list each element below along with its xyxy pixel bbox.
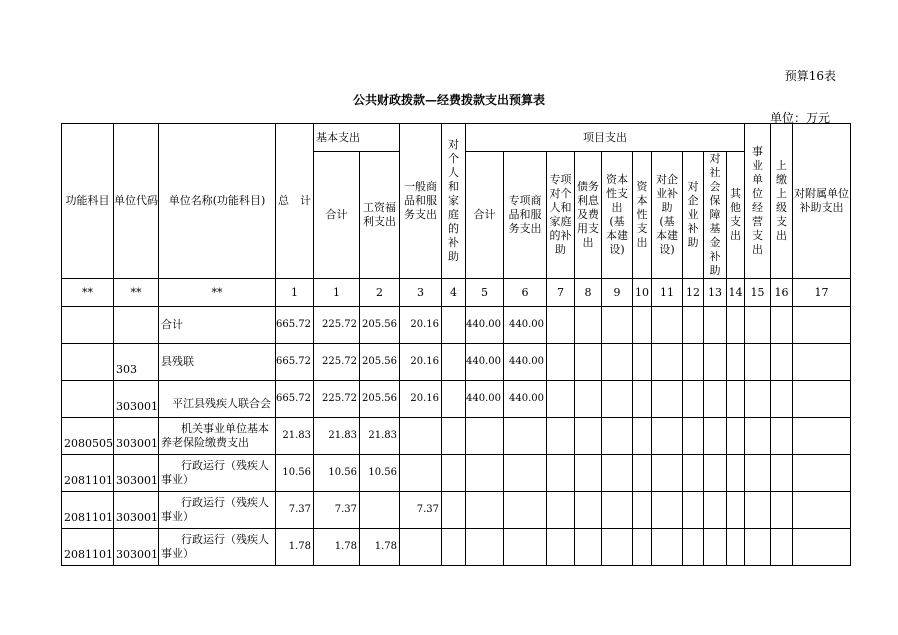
empty-cell [652, 307, 683, 344]
empty-cell [575, 492, 602, 529]
wage-cell: 10.56 [360, 455, 400, 492]
empty-cell [547, 455, 575, 492]
proj-total-cell: 440.00 [466, 307, 504, 344]
empty-cell [727, 455, 745, 492]
empty-cell [602, 529, 633, 566]
empty-cell [771, 344, 793, 381]
empty-cell [575, 344, 602, 381]
basic-total-cell: 225.72 [314, 307, 360, 344]
unit-name-cell [159, 418, 276, 455]
header-unit-code: 单位代码 [114, 124, 159, 279]
unit-code-cell: 303001 [114, 455, 159, 492]
special-goods-cell: 440.00 [504, 381, 547, 418]
special-goods-cell [504, 418, 547, 455]
header-debt: 债务利息及费用支出 [575, 152, 602, 279]
basic-total-cell: 225.72 [314, 381, 360, 418]
index-cell: 13 [704, 279, 727, 307]
general-goods-cell: 20.16 [400, 307, 442, 344]
special-goods-cell [504, 455, 547, 492]
header-wage: 工资福利支出 [360, 152, 400, 279]
empty-cell [602, 307, 633, 344]
empty-cell [745, 455, 771, 492]
empty-cell [771, 492, 793, 529]
header-basic-total: 合计 [314, 152, 360, 279]
header-unit-name: 单位名称(功能科目) [159, 124, 276, 279]
unit-name-line2: 事业） [161, 547, 194, 560]
index-cell: 12 [683, 279, 704, 307]
total-cell: 665.72 [276, 381, 314, 418]
unit-label: 单位：万元 [769, 111, 830, 125]
empty-cell [602, 344, 633, 381]
budget-table [61, 123, 851, 566]
general-goods-cell [400, 418, 442, 455]
proj-total-cell [466, 418, 504, 455]
general-goods-cell [400, 455, 442, 492]
empty-cell [633, 529, 652, 566]
header-enterprise: 对企业补助 [683, 152, 704, 279]
empty-cell [793, 381, 851, 418]
empty-cell [633, 492, 652, 529]
empty-cell [727, 492, 745, 529]
header-social: 对社会保障基金补助 [704, 152, 727, 279]
proj-total-cell: 440.00 [466, 381, 504, 418]
empty-cell [633, 455, 652, 492]
empty-cell [745, 529, 771, 566]
personal-cell [442, 381, 466, 418]
header-subsidiary: 对附属单位补助支出 [793, 124, 851, 279]
func-code-cell [62, 381, 114, 418]
index-cell: ** [62, 279, 114, 307]
empty-cell [704, 455, 727, 492]
unit-code-cell [114, 307, 159, 344]
empty-cell [683, 344, 704, 381]
special-goods-cell: 440.00 [504, 307, 547, 344]
unit-code-cell: 303001 [114, 381, 159, 418]
index-cell: 7 [547, 279, 575, 307]
unit-code-cell: 303001 [114, 529, 159, 566]
general-goods-cell: 7.37 [400, 492, 442, 529]
empty-cell [704, 307, 727, 344]
index-cell: 6 [504, 279, 547, 307]
personal-cell [442, 344, 466, 381]
empty-cell [704, 529, 727, 566]
general-goods-cell [400, 529, 442, 566]
index-cell: 14 [727, 279, 745, 307]
form-number: 预算16表 [784, 69, 836, 83]
index-cell: 9 [602, 279, 633, 307]
total-cell: 665.72 [276, 307, 314, 344]
basic-total-cell: 10.56 [314, 455, 360, 492]
empty-cell [745, 307, 771, 344]
empty-cell [793, 344, 851, 381]
index-cell: 5 [466, 279, 504, 307]
empty-cell [771, 418, 793, 455]
empty-cell [575, 529, 602, 566]
empty-cell [547, 529, 575, 566]
func-code-cell: 2081101 [62, 455, 114, 492]
proj-total-cell [466, 492, 504, 529]
empty-cell [602, 381, 633, 418]
unit-name-text: 合计 [161, 318, 183, 331]
unit-name-cell [159, 529, 276, 566]
unit-name-text: 县残联 [161, 355, 194, 368]
header-total: 总 计 [276, 124, 314, 279]
page-title: 公共财政拨款—经费拨款支出预算表 [352, 93, 545, 107]
wage-cell: 205.56 [360, 307, 400, 344]
index-cell: ** [114, 279, 159, 307]
empty-cell [704, 344, 727, 381]
empty-cell [771, 455, 793, 492]
header-special-personal: 专项对个人和家庭的补助 [547, 152, 575, 279]
unit-name-cell [159, 492, 276, 529]
index-cell: 3 [400, 279, 442, 307]
table-row [62, 418, 851, 455]
header-personal: 对个人和家庭的补助 [442, 124, 466, 279]
unit-code-cell: 303001 [114, 418, 159, 455]
empty-cell [793, 418, 851, 455]
total-cell: 1.78 [276, 529, 314, 566]
unit-name-cell [159, 381, 276, 418]
unit-name-line1: 行政运行（残疾人 [181, 533, 269, 546]
personal-cell [442, 529, 466, 566]
func-code-cell: 2081101 [62, 529, 114, 566]
proj-total-cell [466, 529, 504, 566]
header-basic: 基本支出 [314, 124, 400, 152]
empty-cell [683, 381, 704, 418]
empty-cell [547, 418, 575, 455]
header-func-subject: 功能科目 [62, 124, 114, 279]
total-cell: 21.83 [276, 418, 314, 455]
header-biz-unit: 事业单位经营支出 [745, 124, 771, 279]
empty-cell [633, 344, 652, 381]
table-row [62, 344, 851, 381]
func-code-cell [62, 307, 114, 344]
empty-cell [683, 492, 704, 529]
empty-cell [704, 381, 727, 418]
empty-cell [633, 307, 652, 344]
unit-name-cell [159, 307, 276, 344]
empty-cell [633, 381, 652, 418]
empty-cell [652, 492, 683, 529]
empty-cell [704, 418, 727, 455]
table-row [62, 492, 851, 529]
unit-name-line2: 事业） [161, 473, 194, 486]
table-row [62, 307, 851, 344]
empty-cell [793, 455, 851, 492]
wage-cell: 205.56 [360, 381, 400, 418]
header-proj-total: 合计 [466, 152, 504, 279]
index-cell: 11 [652, 279, 683, 307]
index-cell: 4 [442, 279, 466, 307]
special-goods-cell [504, 492, 547, 529]
index-cell: 8 [575, 279, 602, 307]
empty-cell [602, 418, 633, 455]
unit-name-text: 平江县残疾人联合会 [172, 397, 271, 410]
unit-name-line2: 养老保险缴费支出 [161, 436, 249, 449]
unit-code-cell: 303 [114, 344, 159, 381]
header-project: 项目支出 [466, 124, 745, 152]
special-goods-cell: 440.00 [504, 344, 547, 381]
general-goods-cell: 20.16 [400, 381, 442, 418]
unit-code-cell: 303001 [114, 492, 159, 529]
general-goods-cell: 20.16 [400, 344, 442, 381]
empty-cell [771, 381, 793, 418]
empty-cell [575, 307, 602, 344]
empty-cell [727, 381, 745, 418]
personal-cell [442, 492, 466, 529]
empty-cell [652, 455, 683, 492]
header-general-goods: 一般商品和服务支出 [400, 124, 442, 279]
empty-cell [602, 455, 633, 492]
index-cell: 16 [771, 279, 793, 307]
empty-cell [633, 418, 652, 455]
basic-total-cell: 225.72 [314, 344, 360, 381]
empty-cell [575, 418, 602, 455]
empty-cell [793, 307, 851, 344]
total-cell: 665.72 [276, 344, 314, 381]
header-capital-basic: 资本性支出(基本建设) [602, 152, 633, 279]
index-cell: 1 [276, 279, 314, 307]
func-code-cell: 2080505 [62, 418, 114, 455]
empty-cell [793, 492, 851, 529]
unit-name-line2: 事业） [161, 510, 194, 523]
empty-cell [652, 381, 683, 418]
proj-total-cell: 440.00 [466, 344, 504, 381]
wage-cell [360, 492, 400, 529]
header-enterprise-basic: 对企业补助(基本建设) [652, 152, 683, 279]
empty-cell [652, 344, 683, 381]
index-cell: ** [159, 279, 276, 307]
empty-cell [683, 307, 704, 344]
empty-cell [652, 529, 683, 566]
header-capital: 资本性支出 [633, 152, 652, 279]
empty-cell [683, 418, 704, 455]
index-cell: 15 [745, 279, 771, 307]
total-cell: 7.37 [276, 492, 314, 529]
index-row [62, 279, 851, 307]
index-cell: 1 [314, 279, 360, 307]
basic-total-cell: 1.78 [314, 529, 360, 566]
basic-total-cell: 7.37 [314, 492, 360, 529]
unit-name-cell [159, 455, 276, 492]
unit-name-line1: 行政运行（残疾人 [181, 496, 269, 509]
table-row [62, 529, 851, 566]
index-cell: 17 [793, 279, 851, 307]
header-upper: 上缴上级支出 [771, 124, 793, 279]
empty-cell [547, 344, 575, 381]
wage-cell: 21.83 [360, 418, 400, 455]
unit-name-line1: 机关事业单位基本 [181, 422, 269, 435]
index-cell: 2 [360, 279, 400, 307]
empty-cell [547, 307, 575, 344]
personal-cell [442, 455, 466, 492]
empty-cell [745, 344, 771, 381]
empty-cell [704, 492, 727, 529]
wage-cell: 1.78 [360, 529, 400, 566]
empty-cell [727, 344, 745, 381]
table-row [62, 455, 851, 492]
empty-cell [745, 492, 771, 529]
empty-cell [727, 307, 745, 344]
empty-cell [771, 307, 793, 344]
empty-cell [727, 529, 745, 566]
total-cell: 10.56 [276, 455, 314, 492]
empty-cell [683, 455, 704, 492]
func-code-cell [62, 344, 114, 381]
table-row [62, 381, 851, 418]
unit-name-cell [159, 344, 276, 381]
proj-total-cell [466, 455, 504, 492]
empty-cell [745, 381, 771, 418]
empty-cell [745, 418, 771, 455]
index-cell: 10 [633, 279, 652, 307]
empty-cell [575, 381, 602, 418]
empty-cell [547, 381, 575, 418]
empty-cell [683, 529, 704, 566]
wage-cell: 205.56 [360, 344, 400, 381]
func-code-cell: 2081101 [62, 492, 114, 529]
empty-cell [602, 492, 633, 529]
empty-cell [771, 529, 793, 566]
empty-cell [727, 418, 745, 455]
empty-cell [575, 455, 602, 492]
empty-cell [652, 418, 683, 455]
empty-cell [547, 492, 575, 529]
personal-cell [442, 418, 466, 455]
special-goods-cell [504, 529, 547, 566]
unit-name-line1: 行政运行（残疾人 [181, 459, 269, 472]
header-special-goods: 专项商品和服务支出 [504, 152, 547, 279]
empty-cell [793, 529, 851, 566]
personal-cell [442, 307, 466, 344]
header-other: 其他支出 [727, 152, 745, 279]
basic-total-cell: 21.83 [314, 418, 360, 455]
